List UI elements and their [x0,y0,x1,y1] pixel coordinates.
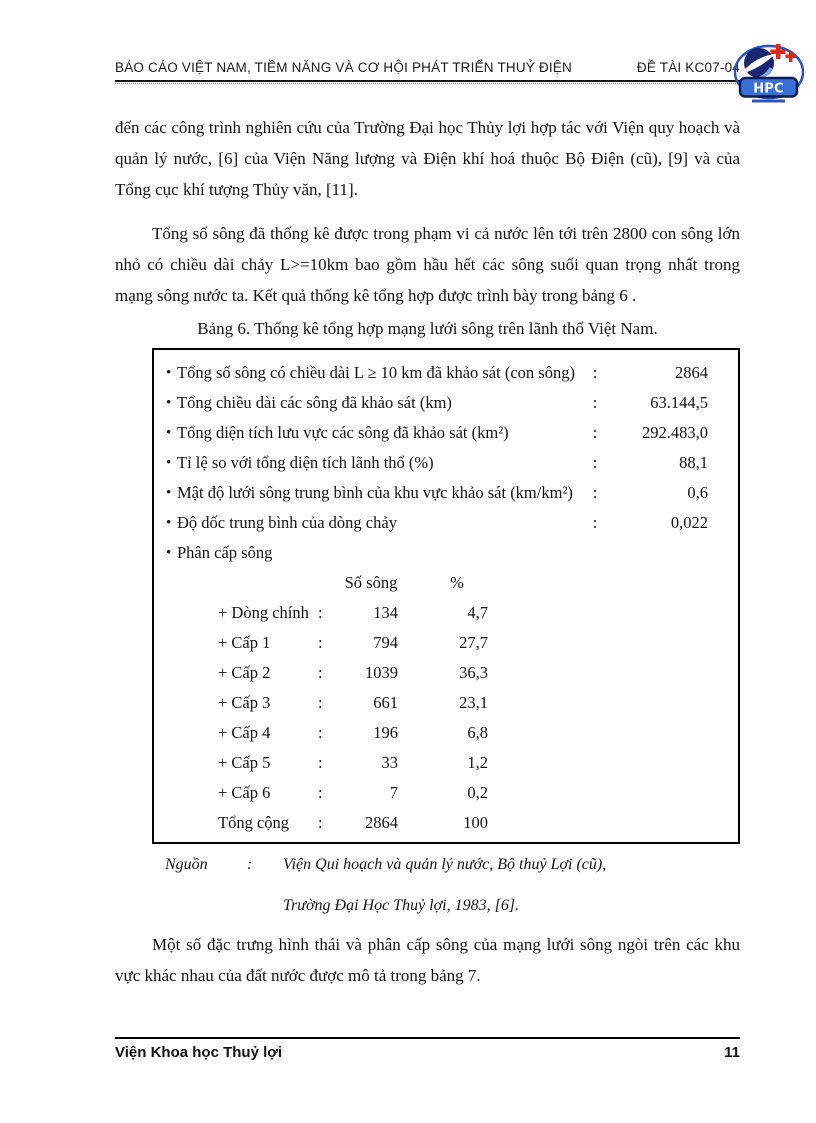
row-label: Mật độ lưới sông trung bình của khu vực khảo sát (km/km²) [177,483,573,502]
header-rule [115,80,758,84]
row-value: 63.144,5 [650,393,708,412]
class-colon: : [318,723,323,742]
total-colon: : [318,813,323,832]
page-header [115,60,784,97]
class-label: + Cấp 1 [218,633,271,652]
row-colon: : [592,363,598,382]
row-colon: : [592,483,598,502]
table-row [154,388,738,418]
subtable-row [218,658,738,688]
header-project-code: ĐỀ TÀI KC07-04 [636,60,740,75]
class-count: 7 [389,783,398,802]
bullet-icon: • [166,424,172,441]
class-colon: : [318,783,323,802]
row-value: 0,6 [687,483,708,502]
row-colon: : [592,393,598,412]
subtable-header-row [218,568,738,598]
source-label: Nguồn [165,856,208,873]
class-label: + Cấp 2 [218,663,271,682]
row-colon: : [592,513,598,532]
class-label: + Cấp 4 [218,723,271,742]
subtable-row [218,718,738,748]
source-colon: : [247,856,253,873]
class-percent: 0,2 [467,783,488,802]
bullet-icon: • [166,364,172,381]
class-percent: 1,2 [467,753,488,772]
class-colon: : [318,693,323,712]
page-number: 11 [724,1044,740,1061]
subtable-row [218,688,738,718]
class-count: 661 [373,693,398,712]
bullet-icon: • [166,484,172,501]
class-count: 33 [381,753,398,772]
bullet-icon: • [166,394,172,411]
class-colon: : [318,663,323,682]
row-label: Tổng diện tích lưu vực các sông đã khảo sát (km²) [177,423,509,442]
class-count: 196 [373,723,398,742]
paragraph-2: Tổng số sông đã thống kê được trong phạm vi cả nước lên tới trên 2800 con sông lớn nhỏ có chiều dài chảy L>=10km bao gồm hầu hết các sông suối quan trọng nhất trong mạng sông nước ta. Kết quả thống kê tổng hợp được trình bày trong bảng 6 . [115,224,740,305]
row-label: Tỉ lệ so với tổng diện tích lãnh thổ (%) [177,453,434,472]
paragraph-3: Một số đặc trưng hình thái và phân cấp sông của mạng lưới sông ngòi trên các khu vực khác nhau của đất nước được mô tả trong bảng 7. [115,935,740,985]
subtable-total-row [218,808,738,838]
class-percent: 36,3 [459,663,488,682]
class-count: 794 [373,633,398,652]
table-caption: Bảng 6. Thống kê tổng hợp mạng lưới sông trên lãnh thổ Việt Nam. [197,319,658,338]
subtable-row [218,778,738,808]
row-label: Tổng chiều dài các sông đã khảo sát (km) [177,393,452,412]
subtable-header-percent: % [450,573,464,592]
row-value: 0,022 [670,513,708,532]
class-colon: : [318,603,323,622]
footer-rule [115,1037,740,1039]
row-value: 2864 [675,363,708,382]
source-note [165,854,740,917]
paragraph-1: đến các công trình nghiên cứu của Trường Đại học Thủy lợi hợp tác với Viện quy hoạch và quản lý nước, [6] của Viện Năng lượng và Điện khí hoá thuộc Bộ Điện (cũ), [9] và của Tổng cục khí tượng Thủy văn, [11]. [115,118,740,199]
class-percent: 27,7 [459,633,488,652]
bullet-icon: • [166,544,172,561]
table-row [154,478,738,508]
class-label: + Cấp 5 [218,753,271,772]
table-row [154,508,738,538]
table-section-row [154,538,738,568]
table-row [154,448,738,478]
row-colon: : [592,423,598,442]
row-value: 88,1 [679,453,708,472]
total-count: 2864 [365,813,398,832]
header-report-title: BÁO CÁO VIỆT NAM, TIỀM NĂNG VÀ CƠ HỘI PHÁT TRIỂN THUỶ ĐIỆN [115,60,573,75]
section-label: Phân cấp sông [177,543,273,562]
class-percent: 23,1 [459,693,488,712]
table-row [154,358,738,388]
subtable-header-count: Số sông [344,573,398,592]
total-percent: 100 [463,813,488,832]
row-label: Tổng số sông có chiều dài L ≥ 10 km đã khảo sát (con sông) [177,363,575,382]
subtable-row [218,628,738,658]
source-line-1: Viện Qui hoạch và quản lý nước, Bộ thuỷ Lợi (cũ), [283,856,607,873]
class-percent: 6,8 [467,723,488,742]
bullet-icon: • [166,514,172,531]
document-body [115,112,740,991]
source-line-2: Trường Đại Học Thuỷ lợi, 1983, [6]. [283,897,520,914]
class-label: + Cấp 6 [218,783,271,802]
row-value: 292.483,0 [642,423,708,442]
class-label: + Dòng chính [218,603,309,622]
class-count: 134 [373,603,398,622]
class-label: + Cấp 3 [218,693,271,712]
class-count: 1039 [365,663,398,682]
hpc-logo-icon [732,43,806,107]
row-colon: : [592,453,598,472]
subtable-row [218,598,738,628]
bullet-icon: • [166,454,172,471]
subtable-row [218,748,738,778]
page-footer [115,1037,740,1061]
class-colon: : [318,633,323,652]
river-statistics-table [152,348,740,844]
logo-hpc-text: HPC [753,81,784,97]
footer-institution: Viện Khoa học Thuỷ lợi [115,1044,283,1061]
total-label: Tổng cộng [218,813,290,832]
table-row [154,418,738,448]
row-label: Độ dốc trung bình của dòng chảy [177,513,397,532]
class-percent: 4,7 [467,603,488,622]
class-colon: : [318,753,323,772]
